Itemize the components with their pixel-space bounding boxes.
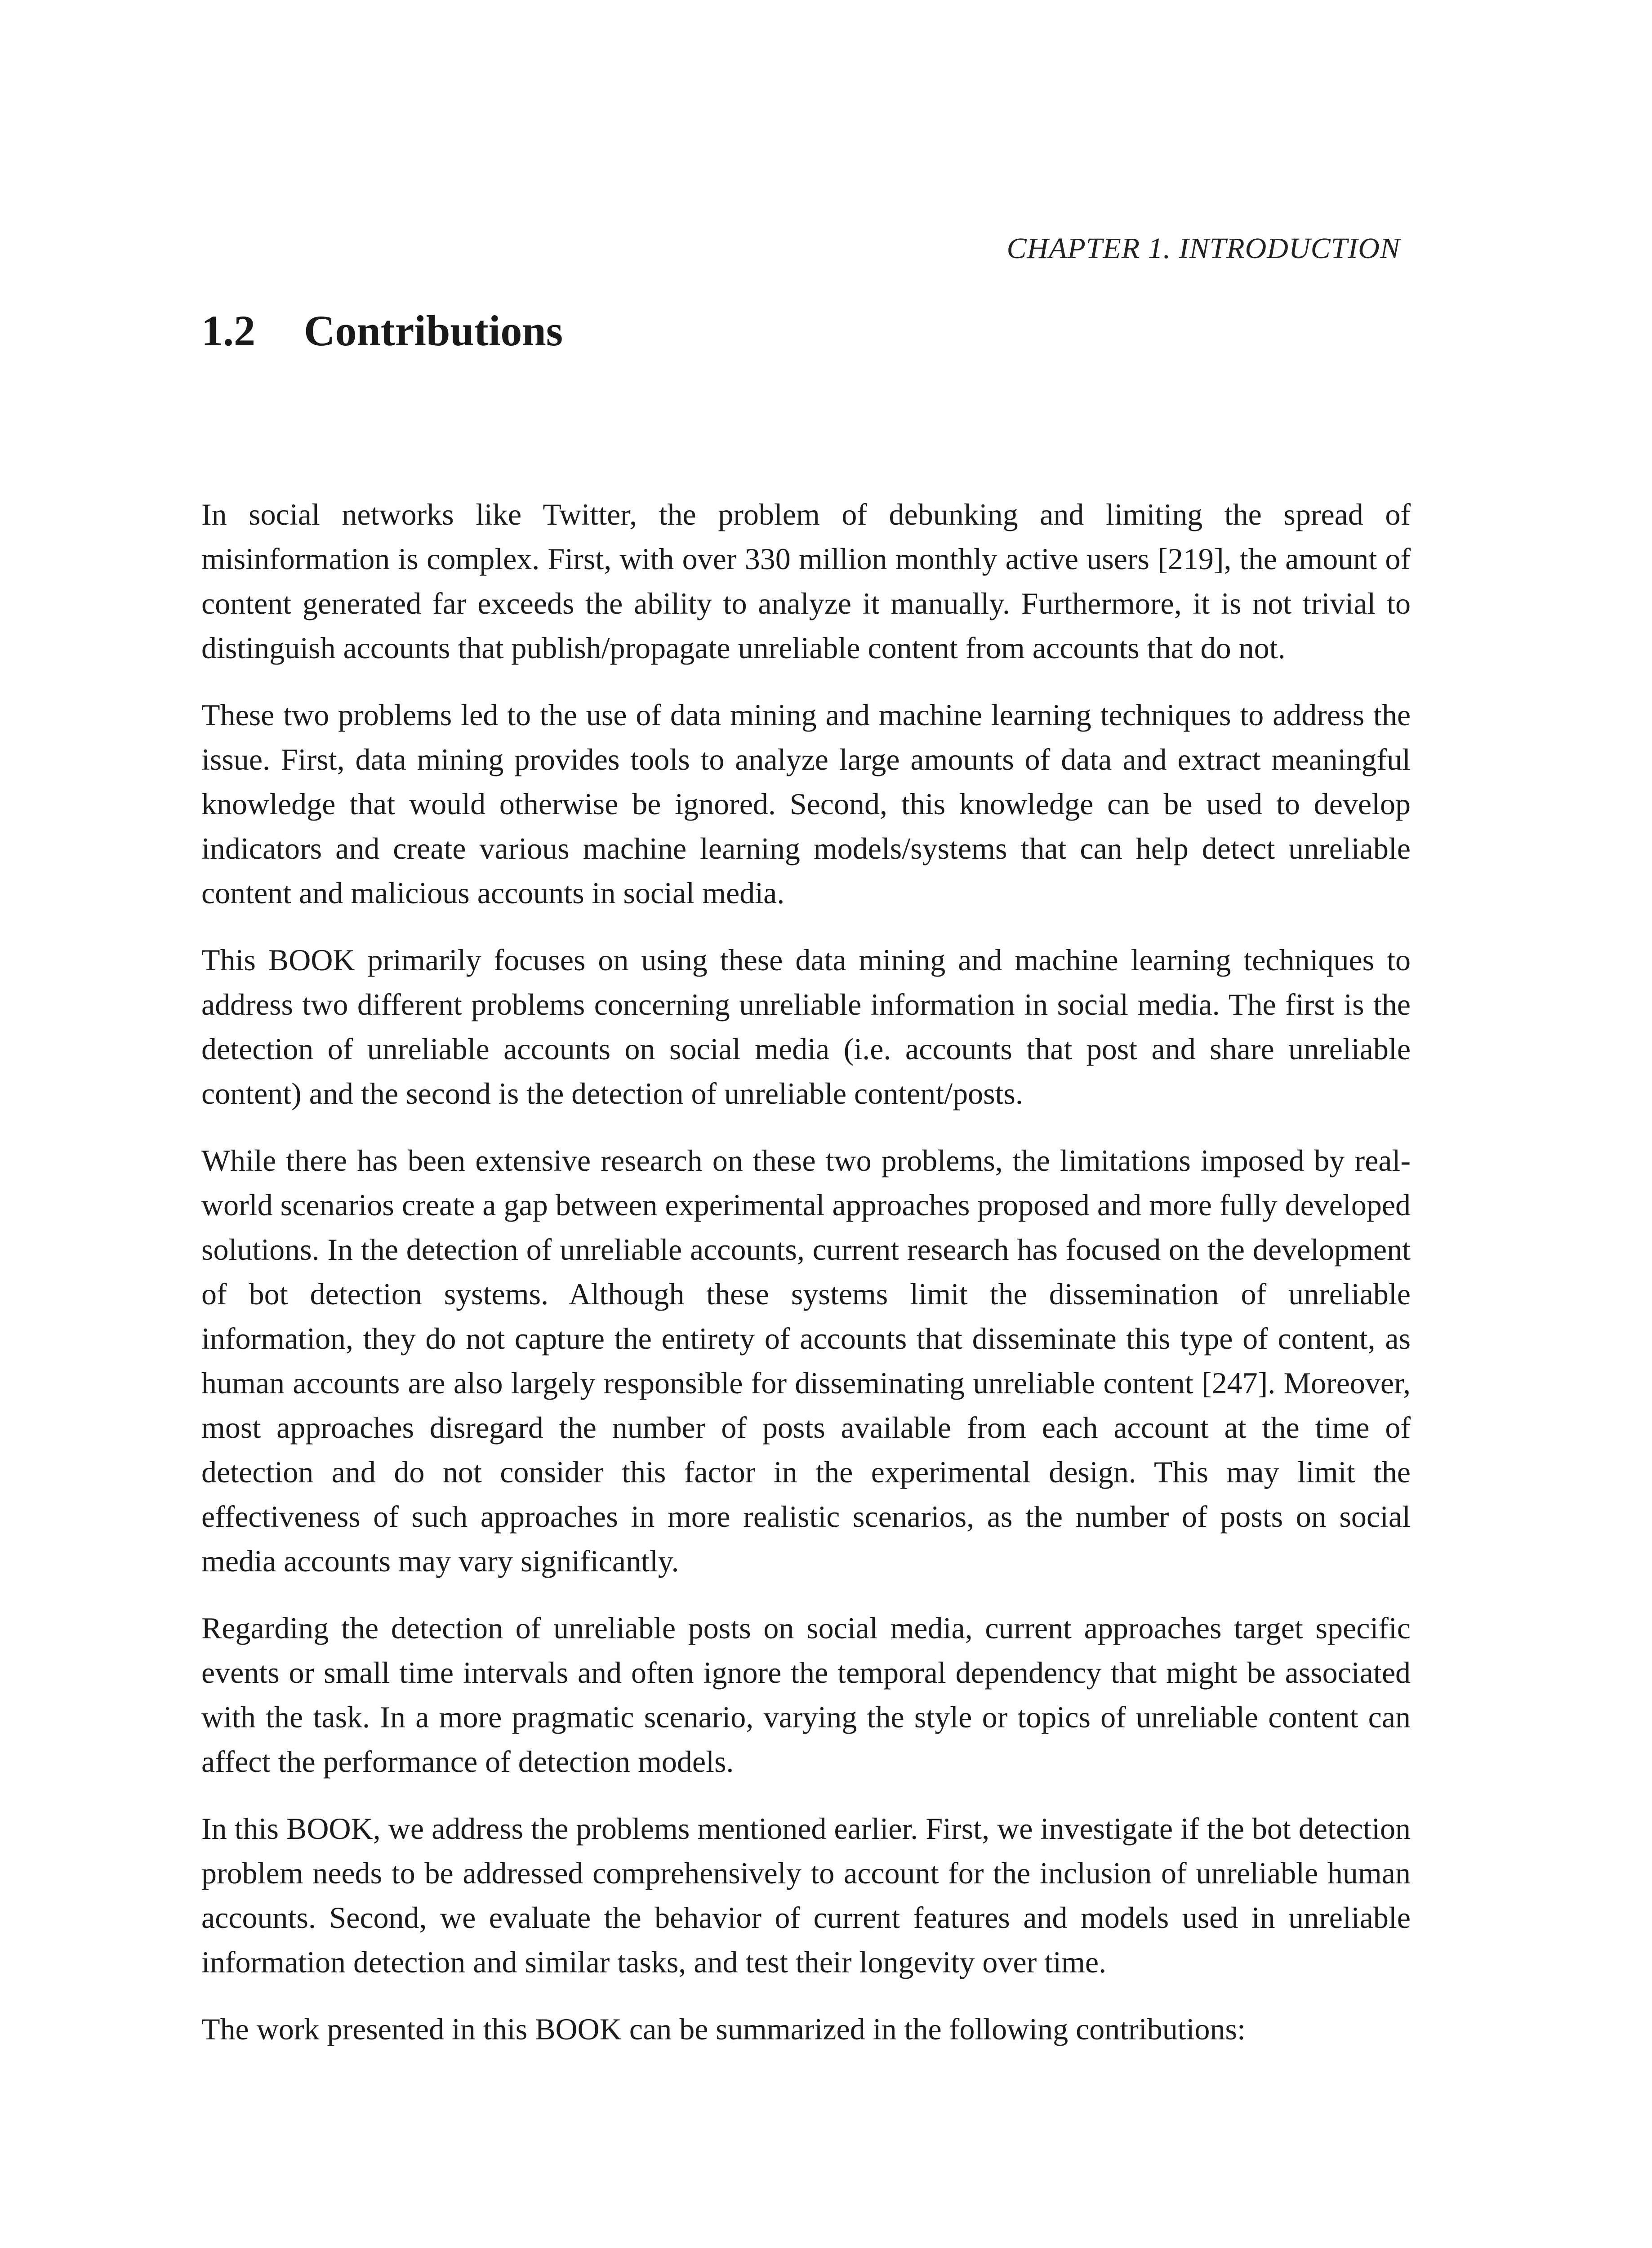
running-header: CHAPTER 1. INTRODUCTION xyxy=(1006,232,1400,265)
paragraph: In this BOOK, we address the problems mentioned earlier. First, we investigate if the bot detection problem needs to be addressed comprehensively to account for the inclusion of unreliable human accounts. Second, we evaluate the behavior of current features and models used in unreliable information detection and similar tasks, and test their longevity over time. xyxy=(201,1811,1411,1979)
paragraph: Regarding the detection of unreliable posts on social media, current approaches target specific events or small time intervals and often ignore the temporal dependency that might be associated with the task. In a more pragmatic scenario, varying the style or topics of unreliable content can affect the performance of detection models. xyxy=(201,1611,1411,1779)
paragraph: While there has been extensive research on these two problems, the limitations imposed by real-world scenarios create a gap between experimental approaches proposed and more fully developed solutions. In the detection of unreliable accounts, current research has focused on the development of bot detection systems. Although these systems limit the dissemination of unreliable information, they do not capture the entirety of accounts that disseminate this type of content, as human accounts are also largely responsible for disseminating unreliable content [247]. Moreover, most approaches disregard the number of posts available from each account at the time of detection and do not consider this factor in the experimental design. This may limit the effectiveness of such approaches in more realistic scenarios, as the number of posts on social media accounts may vary significantly. xyxy=(201,1143,1411,1578)
body-text xyxy=(201,492,1411,2052)
paragraph: These two problems led to the use of data mining and machine learning techniques to address the issue. First, data mining provides tools to analyze large amounts of data and extract meaningful knowledge that would otherwise be ignored. Second, this knowledge can be used to develop indicators and create various machine learning models/systems that can help detect unreliable content and malicious accounts in social media. xyxy=(201,698,1411,910)
paragraph: In social networks like Twitter, the problem of debunking and limiting the spread of misinformation is complex. First, with over 330 million monthly active users [219], the amount of content generated far exceeds the ability to analyze it manually. Furthermore, it is not trivial to distinguish accounts that publish/propagate unreliable content from accounts that do not. xyxy=(201,497,1411,665)
section-title: Contributions xyxy=(304,307,563,355)
section-heading xyxy=(201,306,563,356)
section-number: 1.2 xyxy=(201,307,255,355)
paragraph: The work presented in this BOOK can be summarized in the following contributions: xyxy=(201,2012,1246,2046)
paragraph: This BOOK primarily focuses on using these data mining and machine learning techniques to address two different problems concerning unreliable information in social media. The first is the detection of unreliable accounts on social media (i.e. accounts that post and share unreliable content) and the second is the detection of unreliable content/posts. xyxy=(201,943,1411,1111)
